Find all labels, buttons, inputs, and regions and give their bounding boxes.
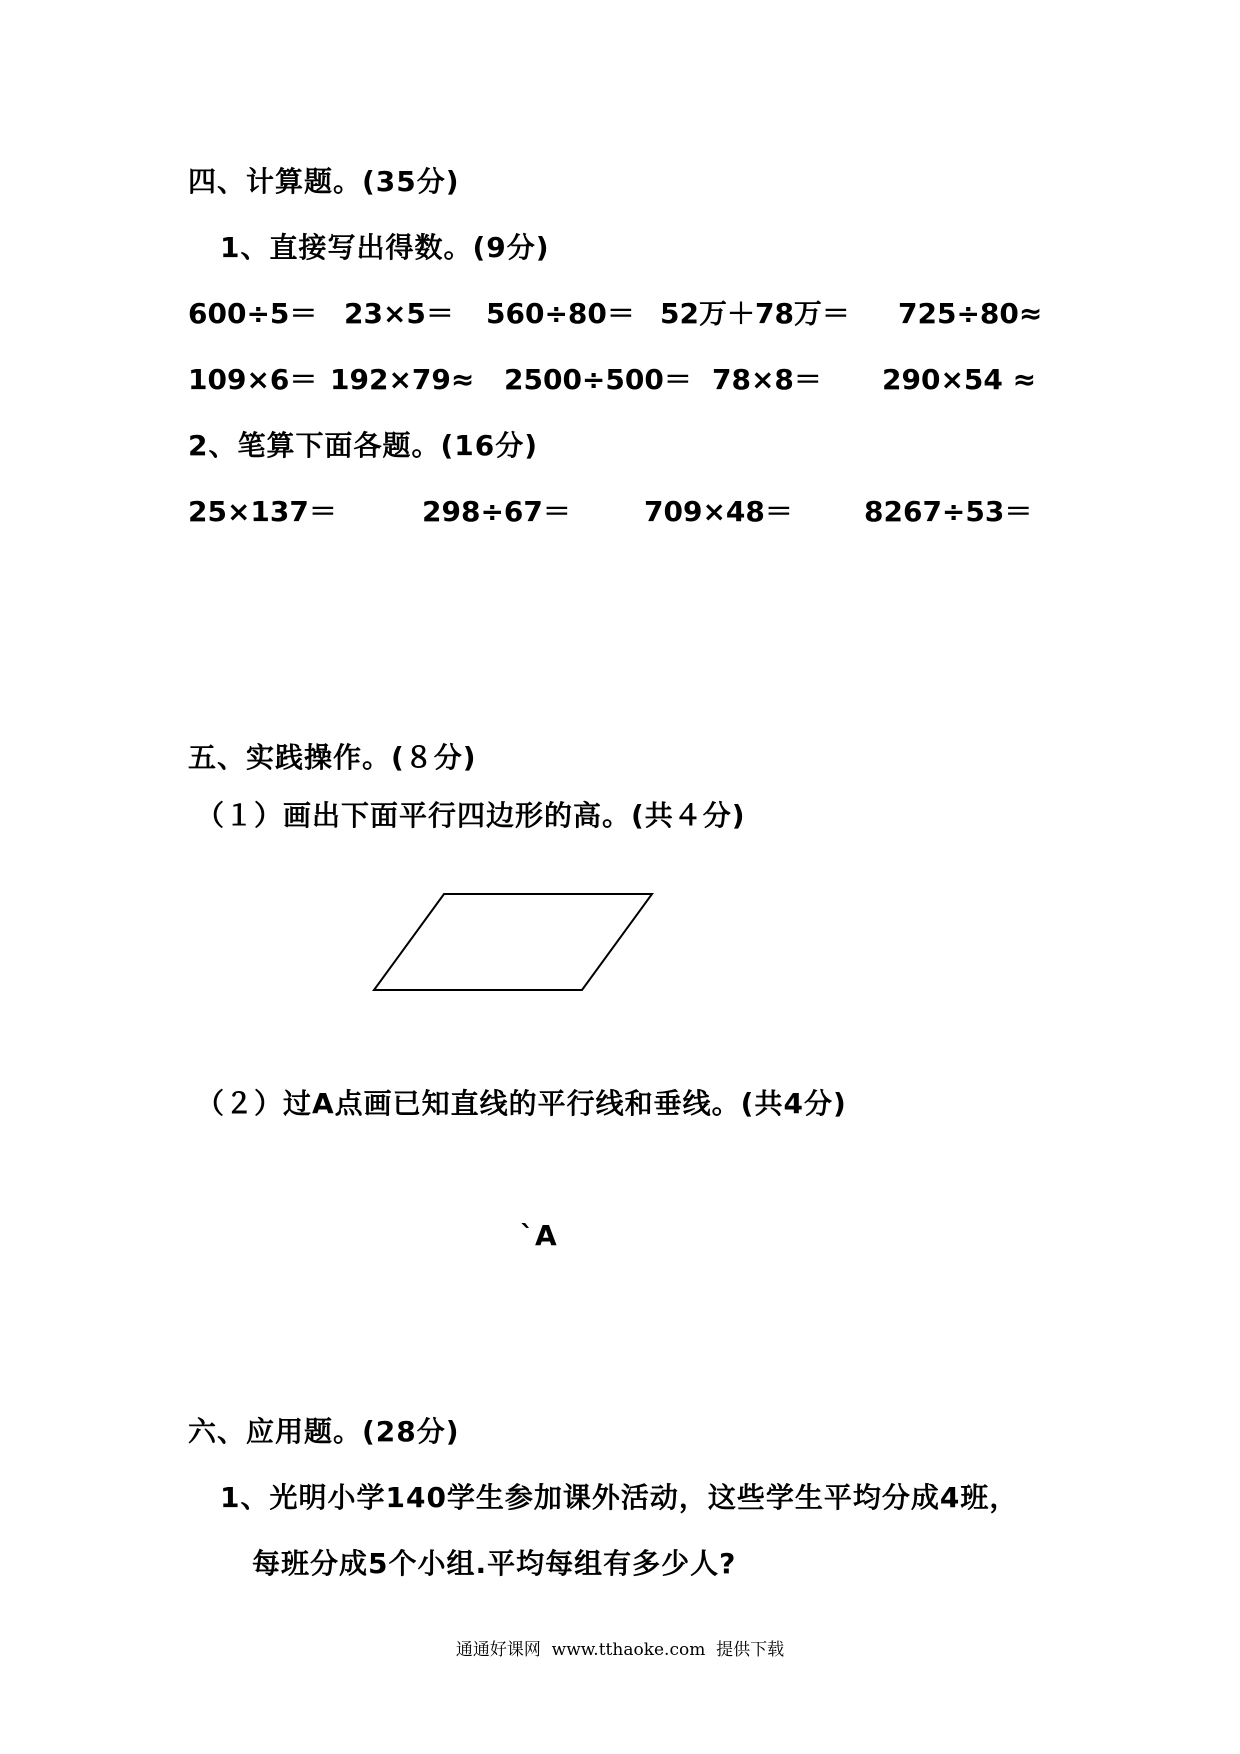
mental-math-row-1	[188, 296, 1048, 336]
section6-q1-line1: 1、光明小学140学生参加课外活动，这些学生平均分成4班，	[220, 1481, 1019, 1514]
section5-q1-text: （１）画出下面平行四边形的高。(共４分)	[196, 799, 746, 832]
mental-math-item: 109×6＝	[188, 363, 318, 396]
section4-title: 四、计算题。(35分)	[188, 165, 460, 198]
section4-q2-title: 2、笔算下面各题。(16分)	[188, 429, 539, 462]
mental-math-item: 290×54 ≈	[882, 363, 1037, 396]
written-calc-item: 25×137＝	[188, 495, 337, 528]
section6-q1-line2: 每班分成5个小组.平均每组有多少人?	[252, 1547, 737, 1580]
point-a-label: `A	[520, 1219, 558, 1252]
mental-math-item: 560÷80＝	[486, 297, 635, 330]
section5-title: 五、实践操作。(８分)	[188, 741, 477, 774]
mental-math-item: 78×8＝	[712, 363, 822, 396]
mental-math-item: 52万＋78万＝	[660, 297, 850, 330]
written-calc-item: 8267÷53＝	[864, 495, 1033, 528]
footer-text: 通通好课网 www.tthaoke.com 提供下载	[455, 1640, 785, 1660]
mental-math-item: 725÷80≈	[898, 297, 1043, 330]
section4-q1-title: 1、直接写出得数。(9分)	[220, 231, 550, 264]
mental-math-item: 600÷5＝	[188, 297, 318, 330]
written-calc-item: 298÷67＝	[422, 495, 571, 528]
parallelogram-shape	[374, 894, 652, 990]
mental-math-row-2	[188, 362, 1048, 402]
mental-math-item: 2500÷500＝	[504, 363, 692, 396]
written-calc-item: 709×48＝	[644, 495, 793, 528]
parallelogram-figure	[370, 890, 670, 1000]
section6-title: 六、应用题。(28分)	[188, 1415, 460, 1448]
written-calc-row	[188, 494, 1048, 534]
mental-math-item: 23×5＝	[344, 297, 454, 330]
section5-q2-text: （２）过A点画已知直线的平行线和垂线。(共4分)	[196, 1087, 847, 1120]
mental-math-item: 192×79≈	[330, 363, 475, 396]
